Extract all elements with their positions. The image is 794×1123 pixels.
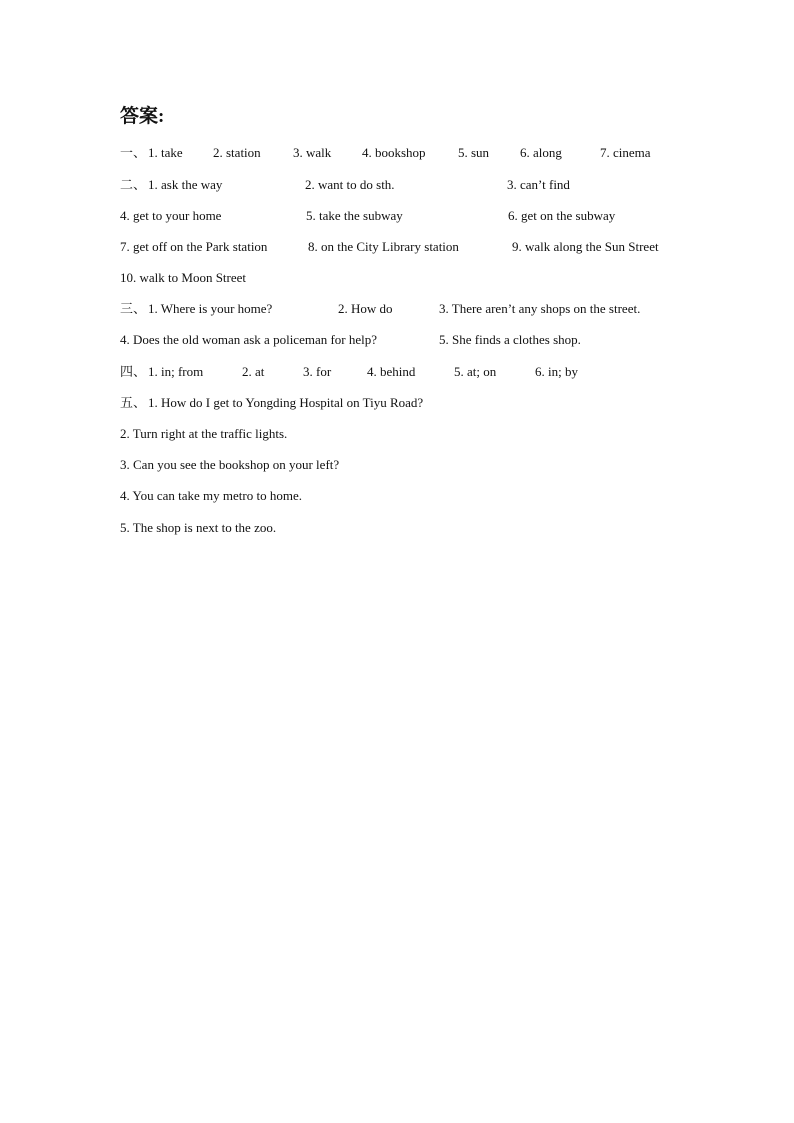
answer-item: 6. get on the subway (508, 208, 616, 223)
answer-item: 2. How do (338, 301, 393, 316)
section-4-line (0, 362, 794, 382)
section-5-line-3 (0, 455, 794, 475)
answer-item: 7. cinema (600, 145, 651, 160)
answer-item: 1. in; from (148, 364, 204, 379)
section-2-line-2 (0, 206, 794, 226)
section-3-line-2 (0, 330, 794, 350)
answer-item: 2. Turn right at the traffic lights. (120, 426, 288, 441)
answer-item: 5. take the subway (306, 208, 403, 223)
answer-item: 4. You can take my metro to home. (120, 488, 302, 503)
section-5-line-1 (0, 393, 794, 413)
answer-item: 8. on the City Library station (308, 239, 459, 254)
answer-item: 3. There aren’t any shops on the street. (439, 301, 641, 316)
answer-item: 1. take (148, 145, 183, 160)
section-3-line-1 (0, 299, 794, 319)
answer-item: 5. She finds a clothes shop. (439, 332, 581, 347)
answer-item: 4. bookshop (362, 145, 426, 160)
answer-item: 5. sun (458, 145, 490, 160)
section-2-label: 二、 (120, 177, 147, 192)
answer-item: 5. at; on (454, 364, 497, 379)
section-5-label: 五、 (120, 395, 147, 410)
answer-item: 3. can’t find (507, 177, 570, 192)
section-2-line-4 (0, 268, 794, 288)
answer-item: 4. Does the old woman ask a policeman for help? (120, 332, 378, 347)
section-1-line (0, 143, 794, 163)
answer-item: 1. How do I get to Yongding Hospital on Tiyu Road? (148, 395, 424, 410)
answer-item: 10. walk to Moon Street (120, 270, 247, 285)
answer-item: 4. behind (367, 364, 416, 379)
answer-item: 3. Can you see the bookshop on your left? (120, 457, 340, 472)
answer-item: 1. Where is your home? (148, 301, 273, 316)
answer-item: 1. ask the way (148, 177, 223, 192)
section-5-line-2 (0, 424, 794, 444)
answer-heading: 答案: (120, 106, 165, 127)
section-5-line-4 (0, 486, 794, 506)
answer-item: 3. for (303, 364, 332, 379)
answer-item: 2. station (213, 145, 261, 160)
answer-item: 3. walk (293, 145, 332, 160)
section-4-label: 四、 (120, 364, 147, 379)
answer-item: 7. get off on the Park station (120, 239, 268, 254)
section-1-label: 一、 (120, 145, 147, 160)
answer-item: 4. get to your home (120, 208, 222, 223)
answer-item: 6. in; by (535, 364, 578, 379)
answer-item: 2. at (242, 364, 265, 379)
answer-item: 9. walk along the Sun Street (512, 239, 659, 254)
section-5-line-5 (0, 518, 794, 538)
answer-item: 2. want to do sth. (305, 177, 395, 192)
section-3-label: 三、 (120, 301, 147, 316)
section-2-line-3 (0, 237, 794, 257)
answer-item: 5. The shop is next to the zoo. (120, 520, 277, 535)
section-2-line-1 (0, 175, 794, 195)
answer-item: 6. along (520, 145, 562, 160)
